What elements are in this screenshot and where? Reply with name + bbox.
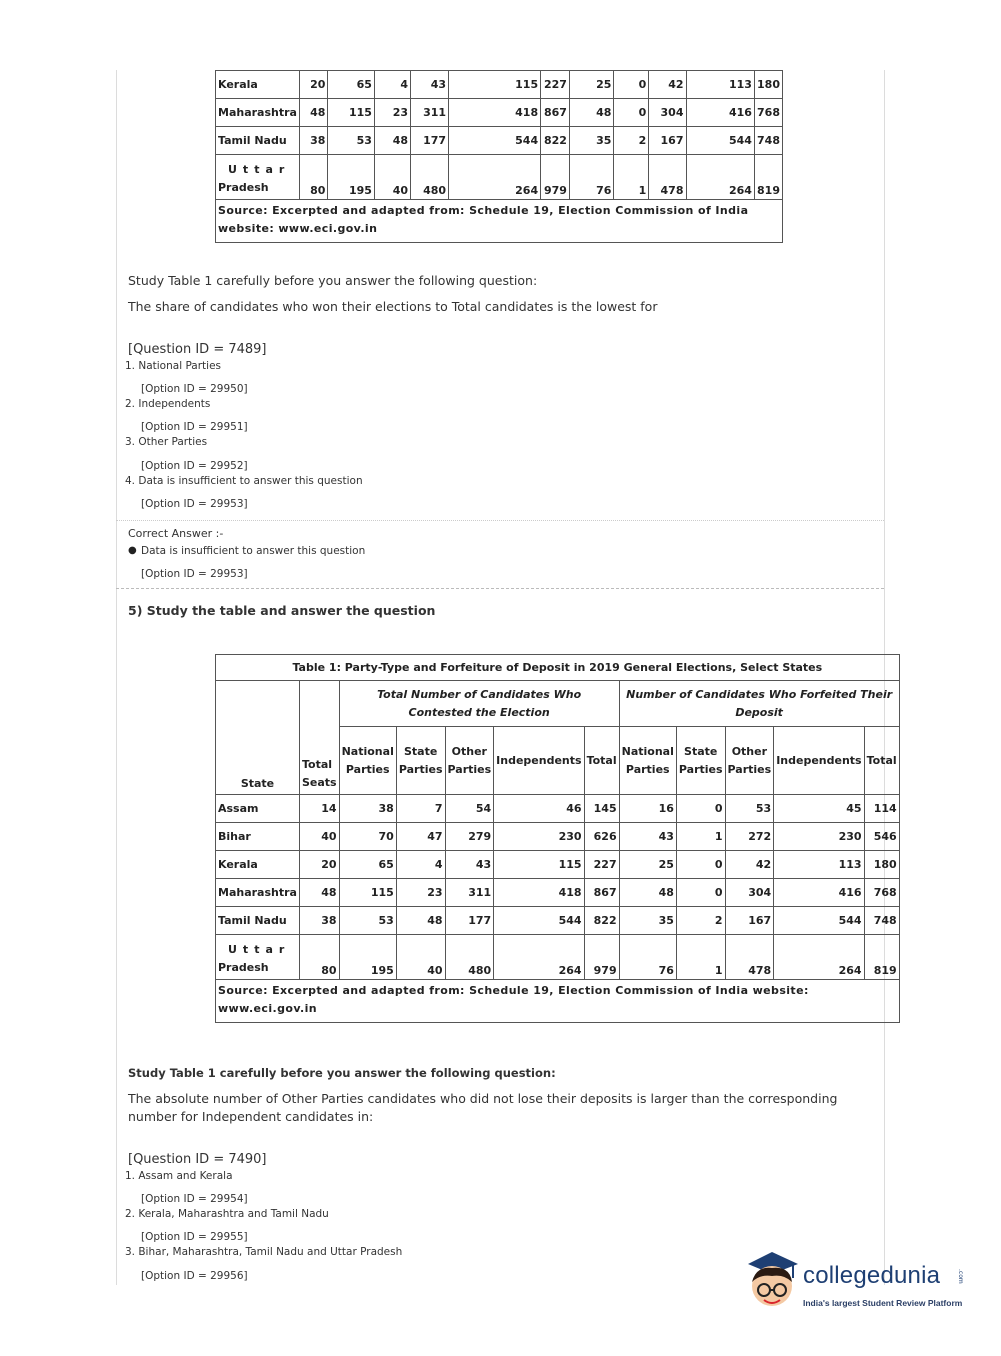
state-cell: Tamil Nadu — [216, 127, 300, 155]
table-cell: 0 — [614, 71, 649, 99]
table-cell: 23 — [374, 99, 410, 127]
col-header-state: State — [216, 681, 300, 795]
col-header-national: National Parties — [339, 727, 396, 795]
table-cell: 546 — [864, 823, 899, 851]
table-cell: 867 — [584, 879, 619, 907]
correct-answer-id: [Option ID = 29953] — [141, 568, 248, 580]
table-cell: 195 — [328, 155, 375, 200]
table-cell: 418 — [449, 99, 541, 127]
table-row — [216, 851, 900, 879]
bullet-icon: ● — [128, 545, 137, 556]
group-header-forfeited: Number of Candidates Who Forfeited Their Deposit — [619, 681, 899, 727]
state-cell: Uttar Pradesh — [216, 155, 300, 200]
table-row — [216, 795, 900, 823]
table-cell: 979 — [584, 935, 619, 980]
table-cell: 20 — [299, 851, 339, 879]
table-cell: 418 — [494, 879, 584, 907]
table-cell: 25 — [569, 71, 613, 99]
table-cell: 311 — [445, 879, 494, 907]
q5-option-3[interactable]: 3. Bihar, Maharashtra, Tamil Nadu and Uttar Pradesh — [125, 1246, 403, 1258]
table-cell: 0 — [676, 795, 725, 823]
table-cell: 38 — [299, 907, 339, 935]
table-cell: 7 — [396, 795, 445, 823]
q5-option-3-id: [Option ID = 29956] — [141, 1270, 248, 1282]
table-cell: 0 — [676, 879, 725, 907]
logo-name: collegedunia — [803, 1262, 941, 1289]
table-cell: 0 — [676, 851, 725, 879]
table-cell: 544 — [774, 907, 864, 935]
table-cell: 480 — [445, 935, 494, 980]
table-cell: 76 — [619, 935, 676, 980]
table-1 — [215, 654, 900, 1023]
table-cell: 76 — [569, 155, 613, 200]
table-cell: 115 — [339, 879, 396, 907]
table-cell: 822 — [541, 127, 570, 155]
table-cell: 748 — [754, 127, 782, 155]
table-cell: 115 — [494, 851, 584, 879]
table-cell: 230 — [494, 823, 584, 851]
table-cell: 25 — [619, 851, 676, 879]
table-cell: 42 — [649, 71, 686, 99]
table-source: Source: Excerpted and adapted from: Schedule 19, Election Commission of India website: www.eci.gov.in — [216, 980, 900, 1023]
table-cell: 45 — [774, 795, 864, 823]
col-header-independents: Independents — [774, 727, 864, 795]
q4-question-id: [Question ID = 7489] — [128, 342, 267, 357]
table-cell: 480 — [411, 155, 449, 200]
state-cell: Uttar Pradesh — [216, 935, 300, 980]
table-cell: 40 — [396, 935, 445, 980]
q5-question-id: [Question ID = 7490] — [128, 1152, 267, 1167]
table-cell: 264 — [686, 155, 754, 200]
table-cell: 38 — [299, 127, 327, 155]
page-border-left — [116, 70, 117, 1285]
table-cell: 35 — [569, 127, 613, 155]
q4-intro: Study Table 1 carefully before you answer the following question: — [128, 273, 538, 288]
col-header-other: Other Parties — [445, 727, 494, 795]
col-header-seats: Total Seats — [299, 681, 339, 795]
table-cell: 819 — [754, 155, 782, 200]
state-cell: Maharashtra — [216, 99, 300, 127]
table-cell: 416 — [686, 99, 754, 127]
q5-option-2-id: [Option ID = 29955] — [141, 1231, 248, 1243]
table-cell: 2 — [614, 127, 649, 155]
table-cell: 180 — [864, 851, 899, 879]
col-header-national: National Parties — [619, 727, 676, 795]
state-cell: Maharashtra — [216, 879, 300, 907]
table-cell: 311 — [411, 99, 449, 127]
q5-option-1[interactable]: 1. Assam and Kerala — [125, 1170, 233, 1182]
table-cell: 70 — [339, 823, 396, 851]
table-cell: 40 — [374, 155, 410, 200]
table-cell: 279 — [445, 823, 494, 851]
col-header-state-parties: State Parties — [676, 727, 725, 795]
table-cell: 23 — [396, 879, 445, 907]
q5-option-2[interactable]: 2. Kerala, Maharashtra and Tamil Nadu — [125, 1208, 329, 1220]
table-cell: 544 — [449, 127, 541, 155]
table-cell: 626 — [584, 823, 619, 851]
q5-option-1-id: [Option ID = 29954] — [141, 1193, 248, 1205]
table-cell: 478 — [725, 935, 774, 980]
table-row — [216, 823, 900, 851]
table-cell: 38 — [339, 795, 396, 823]
table-cell: 304 — [725, 879, 774, 907]
table-cell: 48 — [619, 879, 676, 907]
table-cell: 195 — [339, 935, 396, 980]
table-cell: 46 — [494, 795, 584, 823]
table-cell: 48 — [569, 99, 613, 127]
table-cell: 227 — [541, 71, 570, 99]
table-cell: 768 — [754, 99, 782, 127]
table-cell: 1 — [676, 935, 725, 980]
table-row — [216, 879, 900, 907]
table-cell: 16 — [619, 795, 676, 823]
col-header-total: Total — [584, 727, 619, 795]
table-cell: 65 — [339, 851, 396, 879]
col-header-total: Total — [864, 727, 899, 795]
table-cell: 53 — [725, 795, 774, 823]
state-cell: Kerala — [216, 851, 300, 879]
table-cell: 2 — [676, 907, 725, 935]
table-cell: 80 — [299, 935, 339, 980]
table-cell: 180 — [754, 71, 782, 99]
table-cell: 53 — [339, 907, 396, 935]
table-cell: 227 — [584, 851, 619, 879]
table-caption: Table 1: Party-Type and Forfeiture of Deposit in 2019 General Elections, Select States — [216, 655, 900, 681]
logo-tagline: India's largest Student Review Platform — [803, 1298, 963, 1308]
table-cell: 53 — [328, 127, 375, 155]
table-cell: 80 — [299, 155, 327, 200]
table-cell: 43 — [445, 851, 494, 879]
correct-answer-text: Data is insufficient to answer this question — [141, 545, 366, 557]
top-data-table — [215, 70, 783, 243]
table-cell: 35 — [619, 907, 676, 935]
table-cell: 65 — [328, 71, 375, 99]
table-cell: 47 — [396, 823, 445, 851]
table-cell: 819 — [864, 935, 899, 980]
correct-answer-label: Correct Answer :- — [128, 527, 224, 540]
table-cell: 167 — [649, 127, 686, 155]
table-cell: 42 — [725, 851, 774, 879]
q4-option-1[interactable]: 1. National Parties — [125, 360, 222, 372]
table-cell: 145 — [584, 795, 619, 823]
col-header-other: Other Parties — [725, 727, 774, 795]
table-cell: 867 — [541, 99, 570, 127]
table-row — [216, 907, 900, 935]
table-cell: 54 — [445, 795, 494, 823]
table-cell: 230 — [774, 823, 864, 851]
table-cell: 177 — [445, 907, 494, 935]
q5-intro: Study Table 1 carefully before you answer the following question: — [128, 1066, 556, 1080]
divider — [116, 520, 884, 521]
table-cell: 478 — [649, 155, 686, 200]
q4-option-1-id: [Option ID = 29950] — [141, 383, 248, 395]
table-cell: 48 — [299, 879, 339, 907]
logo-suffix: .com — [957, 1269, 964, 1284]
col-header-state-parties: State Parties — [396, 727, 445, 795]
table-cell: 748 — [864, 907, 899, 935]
q5-heading: 5) Study the table and answer the question — [128, 603, 436, 618]
table-cell: 177 — [411, 127, 449, 155]
table-cell: 48 — [396, 907, 445, 935]
table-cell: 1 — [614, 155, 649, 200]
q4-option-4-id: [Option ID = 29953] — [141, 498, 248, 510]
table-cell: 167 — [725, 907, 774, 935]
q4-option-2-id: [Option ID = 29951] — [141, 421, 248, 433]
table-row — [216, 935, 900, 980]
divider — [116, 588, 884, 589]
table-cell: 822 — [584, 907, 619, 935]
table-row — [216, 155, 783, 200]
q4-option-4[interactable]: 4. Data is insufficient to answer this question — [125, 475, 363, 487]
table-cell: 43 — [411, 71, 449, 99]
table-cell: 264 — [494, 935, 584, 980]
state-cell: Tamil Nadu — [216, 907, 300, 935]
table-cell: 113 — [686, 71, 754, 99]
table-cell: 4 — [396, 851, 445, 879]
table-cell: 4 — [374, 71, 410, 99]
table-source: Source: Excerpted and adapted from: Schedule 19, Election Commission of India website: www.eci.gov.in — [216, 200, 783, 243]
q5-question: The absolute number of Other Parties candidates who did not lose their deposits is larger than the corresponding number for Independent candidates in: — [128, 1091, 838, 1124]
table-cell: 40 — [299, 823, 339, 851]
table-row — [216, 71, 783, 99]
state-cell: Kerala — [216, 71, 300, 99]
table-cell: 115 — [328, 99, 375, 127]
q4-question: The share of candidates who won their elections to Total candidates is the lowest for — [128, 299, 658, 314]
q4-option-2[interactable]: 2. Independents — [125, 398, 211, 410]
table-cell: 272 — [725, 823, 774, 851]
table-cell: 304 — [649, 99, 686, 127]
table-cell: 768 — [864, 879, 899, 907]
q4-option-3-id: [Option ID = 29952] — [141, 460, 248, 472]
table-cell: 113 — [774, 851, 864, 879]
table-cell: 416 — [774, 879, 864, 907]
state-cell: Assam — [216, 795, 300, 823]
table-cell: 264 — [774, 935, 864, 980]
table-cell: 115 — [449, 71, 541, 99]
table-cell: 48 — [374, 127, 410, 155]
table-cell: 48 — [299, 99, 327, 127]
table-row — [216, 99, 783, 127]
q4-option-3[interactable]: 3. Other Parties — [125, 436, 208, 448]
table-cell: 0 — [614, 99, 649, 127]
table-row — [216, 127, 783, 155]
table-cell: 1 — [676, 823, 725, 851]
table-cell: 544 — [494, 907, 584, 935]
table-cell: 14 — [299, 795, 339, 823]
table-cell: 264 — [449, 155, 541, 200]
table-cell: 43 — [619, 823, 676, 851]
state-cell: Bihar — [216, 823, 300, 851]
table-cell: 979 — [541, 155, 570, 200]
table-cell: 544 — [686, 127, 754, 155]
table-cell: 114 — [864, 795, 899, 823]
col-header-independents: Independents — [494, 727, 584, 795]
group-header-contested: Total Number of Candidates Who Contested the Election — [339, 681, 619, 727]
table-cell: 20 — [299, 71, 327, 99]
